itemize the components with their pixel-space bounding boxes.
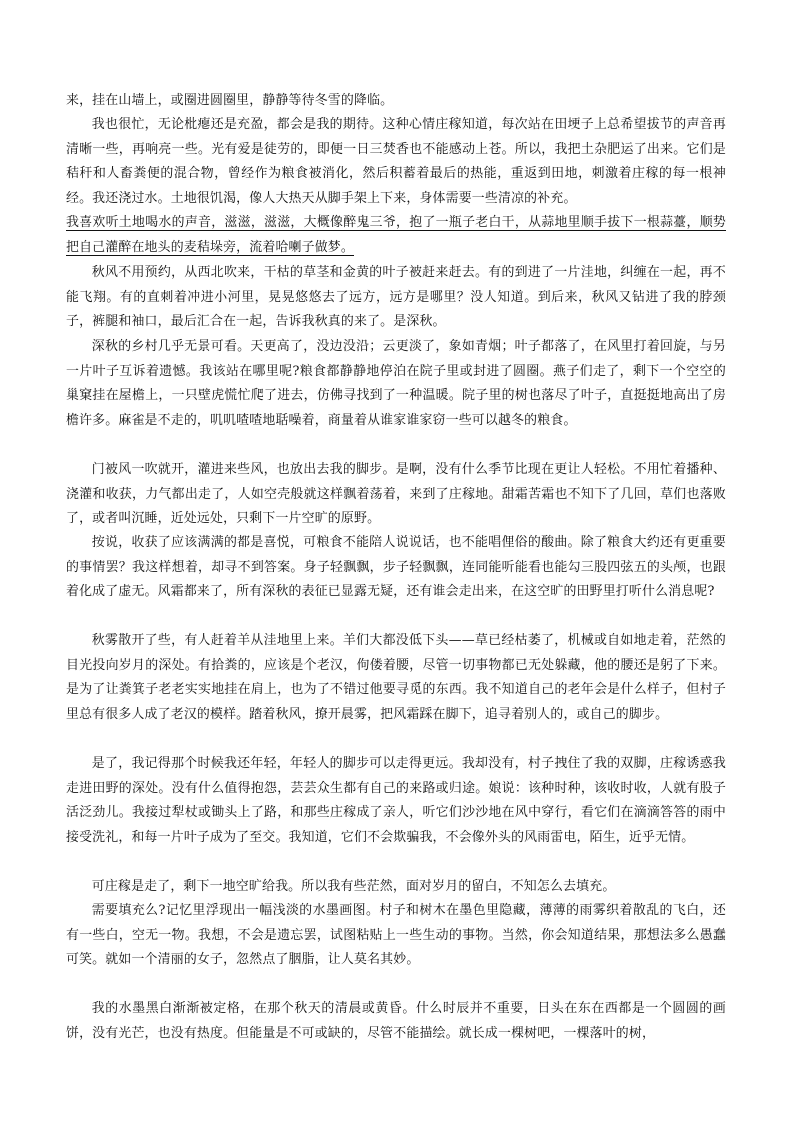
paragraph-9: 可庄稼是走了，剩下一地空旷给我。所以我有些茫然，面对岁月的留白，不知怎么去填充。: [91, 879, 616, 894]
paragraph-6: 按说，收获了应该满满的都是喜悦，可粮食不能陪人说说话，也不能唱俚俗的酸曲。除了粮食大约还有更重要的事情罢？我这样想着，却寻不到答案。身子轻飘飘，步子轻飘飘，连同能听能看也能勾三股四弦五的头颅，也跟着化成了虚无。风霜都来了，所有深秋的表征已显露无疑，还有谁会走出来，在这空旷的田野里打听什么消息呢?: [66, 535, 726, 600]
paragraph-1: 来，挂在山墙上，或圈进圆圈里，静静等待冬雪的降临。: [66, 93, 394, 108]
paragraph-8: 是了，我记得那个时候我还年轻，年轻人的脚步可以走得更远。我却没有，村子拽住了我的双脚，庄稼诱惑我走进田野的深处。没有什么值得抱怨，芸芸众生都有自己的来路或归途。娘说：该种时种，该收时收，人就有股子活泛劲儿。我接过犁杖或锄头上了路，和那些庄稼成了亲人，听它们沙沙地在风中穿行，看它们在滴滴答答的雨中接受洗礼，和每一片叶子成为了至交。我知道，它们不会欺骗我，不会像外头的风雨雷电，陌生，近乎无情。: [66, 756, 726, 845]
paragraph-2: 我也很忙，无论枇瘪还是充盈，都会是我的期待。这种心情庄稼知道，每次站在田埂子上总希望拔节的声音再清晰一些，再响亮一些。光有爱是徒劳的，即便一日三焚香也不能感动上苍。所以，我把土杂肥运了出来。它们是秸秆和人畜粪便的混合物，曾经作为粮食被消化，然后积蓄着最后的热能，重返到田地，刺激着庄稼的每一根神经。我还浇过水。土地很饥渴，像人大热天从脚手架上下来，身体需要一些清凉的补充。: [66, 117, 726, 206]
paragraph-10: 需要填充么?记忆里浮现出一幅浅淡的水墨画图。村子和树木在墨色里隐藏，薄薄的雨雾织着散乱的飞白，还有一些白，空无一物。我想，不会是遗忘罢，试图粘贴上一些生动的事物。当然，你会知道结果，那想法多么愚蠢可笑。就如一个清丽的女子，忽然点了胭脂，让人莫名其妙。: [66, 903, 726, 968]
paragraph-5: 门被风一吹就开，灌进来些风，也放出去我的脚步。是啊，没有什么季节比现在更让人轻松。不用忙着播种、浇灌和收获，力气都出走了，人如空壳般就这样飘着荡着，来到了庄稼地。甜霜苦霜也不知下了几回，草们也落败了，或者叫沉睡，近处远处，只剩下一片空旷的原野。: [66, 462, 726, 527]
paragraph-7: 秋雾散开了些，有人赶着羊从洼地里上来。羊们大都没低下头——草已经枯萎了，机械或自如地走着，茫然的目光投向岁月的深处。有拾粪的，应该是个老汉，佝偻着腰，尽管一切事物都已无处躲藏，他的腰还是躬了下来。是为了让粪箕子老老实实地挂在肩上，也为了不错过他要寻觅的东西。我不知道自己的老年会是什么样子，但村子里总有很多人成了老汉的模样。踏着秋风，撩开晨雾，把风霜踩在脚下，追寻着别人的，或自己的脚步。: [66, 633, 726, 722]
paragraph-3: 秋风不用预约，从西北吹来，干枯的草茎和金黄的叶子被赶来赶去。有的到进了一片洼地，纠缠在一起，再不能飞翔。有的直刺着冲进小河里，晃晃悠悠去了远方，远方是哪里？没人知道。到后来，秋风又钻进了我的脖颈子，裤腿和袖口，最后汇合在一起，告诉我秋真的来了。是深秋。: [66, 265, 726, 330]
underlined-paragraph: 我喜欢听土地喝水的声音，滋滋，滋滋，大概像醉鬼三爷，抱了一瓶子老白干，从蒜地里顺手拔下一根蒜薹，顺势把自己灌醉在地头的麦秸垛旁，流着哈喇子做梦。: [66, 215, 726, 255]
paragraph-4: 深秋的乡村几乎无景可看。天更高了，没边没沿；云更淡了，象如青烟；叶子都落了，在风里打着回旋，与另一片叶子互诉着遗憾。我该站在哪里呢?粮食都静静地停泊在院子里或封进了圆圈。燕子们走了，剩下一个空空的巢窠挂在屋檐上，一只壁虎慌忙爬了进去，仿佛寻找到了一种温暖。院子里的树也落尽了叶子，直挺挺地高出了房檐许多。麻雀是不走的，叽叽喳喳地聒噪着，商量着从谁家谁家窃一些可以越冬的粮食。: [66, 339, 726, 428]
paragraph-11: 我的水墨黑白渐渐被定格，在那个秋天的清晨或黄昏。什么时辰并不重要，日头在东在西都是一个圆圆的画饼，没有光芒，也没有热度。但能量是不可或缺的，尽管不能描绘。就长成一棵树吧，一棵落叶的树，: [66, 1001, 726, 1041]
